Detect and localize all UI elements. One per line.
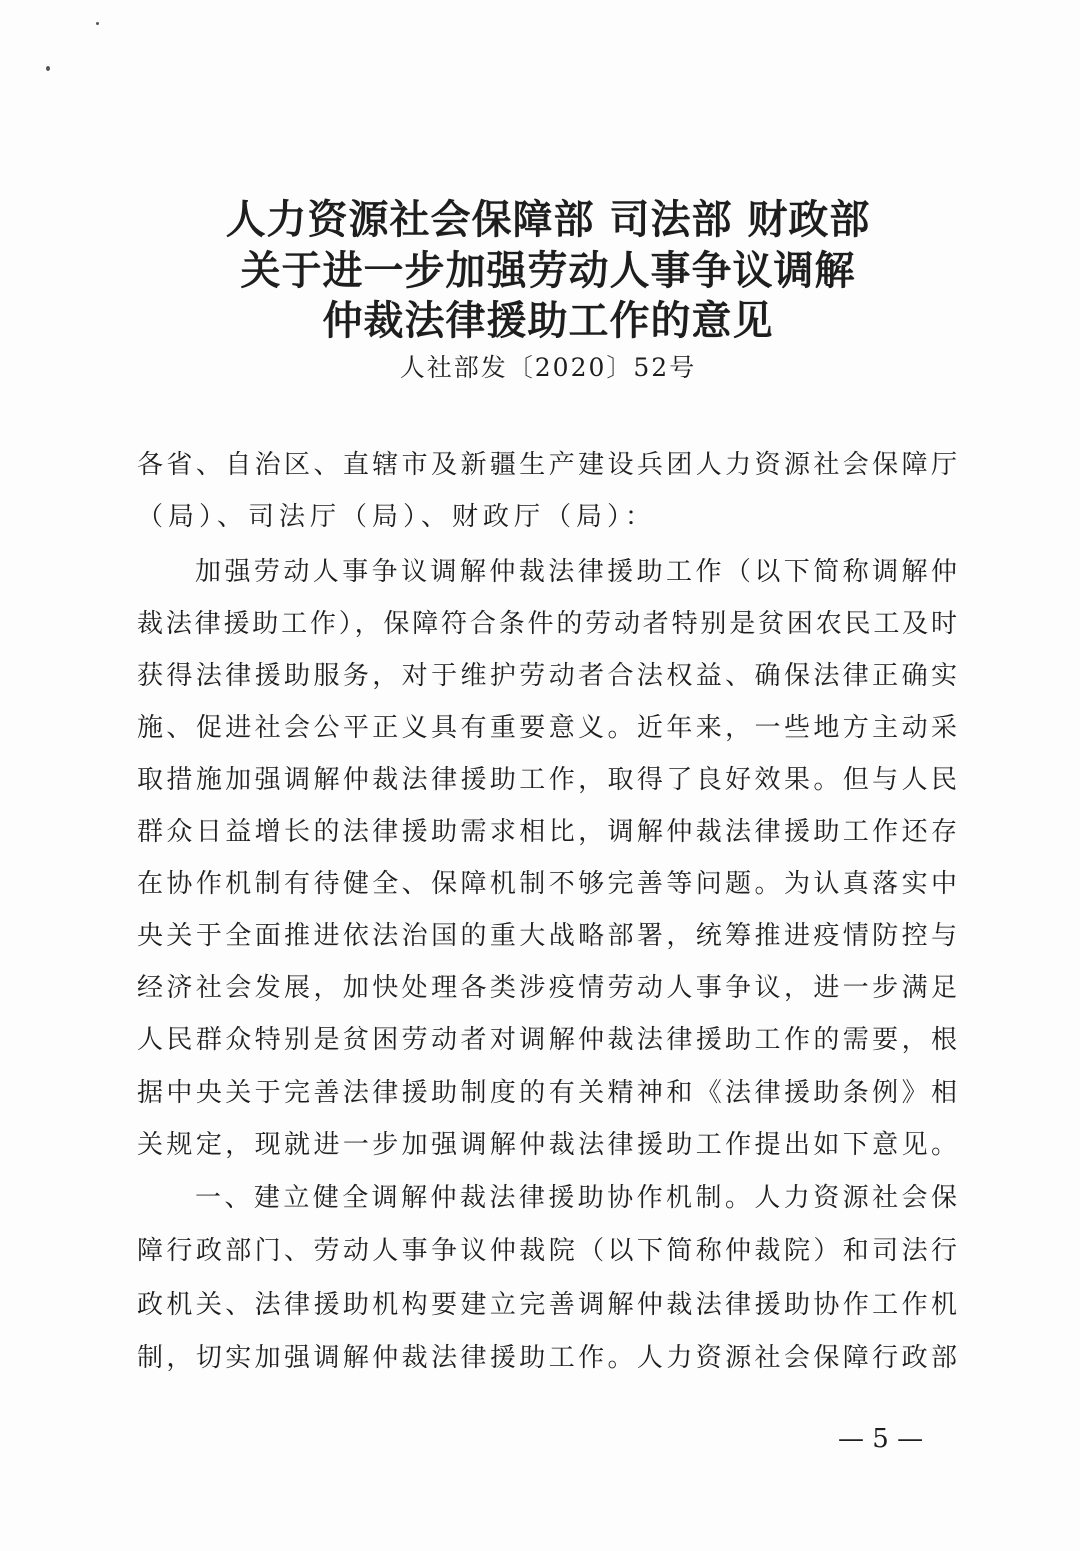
scan-speck [96, 22, 99, 25]
body-line: 经济社会发展，加快处理各类涉疫情劳动人事争议，进一步满足 [137, 973, 957, 1003]
body-line: 关规定，现就进一步加强调解仲裁法律援助工作提出如下意见。 [137, 1130, 957, 1160]
body-line: （局）、司法厅（局）、财政厅（局）： [137, 502, 657, 532]
body-line: 制，切实加强调解仲裁法律援助工作。人力资源社会保障行政部 [137, 1343, 957, 1373]
document-title-line-2: 关于进一步加强劳动人事争议调解 [240, 247, 856, 294]
body-line: 央关于全面推进依法治国的重大战略部署，统筹推进疫情防控与 [137, 921, 957, 951]
body-line: 政机关、法律援助机构要建立完善调解仲裁法律援助协作工作机 [137, 1290, 957, 1320]
body-line: 各省、自治区、直辖市及新疆生产建设兵团人力资源社会保障厅 [137, 450, 957, 480]
page-number: — 5 — [838, 1424, 924, 1454]
body-line: 获得法律援助服务，对于维护劳动者合法权益、确保法律正确实 [137, 661, 957, 691]
body-line: 在协作机制有待健全、保障机制不够完善等问题。为认真落实中 [137, 869, 957, 899]
body-line: 取措施加强调解仲裁法律援助工作，取得了良好效果。但与人民 [137, 765, 957, 795]
document-title-line-1: 人力资源社会保障部 司法部 财政部 [225, 196, 871, 243]
body-line: 群众日益增长的法律援助需求相比，调解仲裁法律援助工作还存 [137, 817, 957, 847]
body-line: 一、建立健全调解仲裁法律援助协作机制。人力资源社会保 [195, 1183, 957, 1213]
document-number: 人社部发〔2020〕52号 [399, 353, 697, 382]
body-line: 施、促进社会公平正义具有重要意义。近年来，一些地方主动采 [137, 713, 957, 743]
body-line: 裁法律援助工作），保障符合条件的劳动者特别是贫困农民工及时 [137, 609, 957, 639]
document-title-line-3: 仲裁法律援助工作的意见 [322, 297, 774, 344]
body-line: 加强劳动人事争议调解仲裁法律援助工作（以下简称调解仲 [195, 557, 957, 587]
scan-speck [46, 66, 50, 71]
body-line: 障行政部门、劳动人事争议仲裁院（以下简称仲裁院）和司法行 [137, 1236, 957, 1266]
body-line: 人民群众特别是贫困劳动者对调解仲裁法律援助工作的需要，根 [137, 1025, 957, 1055]
body-line: 据中央关于完善法律援助制度的有关精神和《法律援助条例》相 [137, 1078, 957, 1108]
